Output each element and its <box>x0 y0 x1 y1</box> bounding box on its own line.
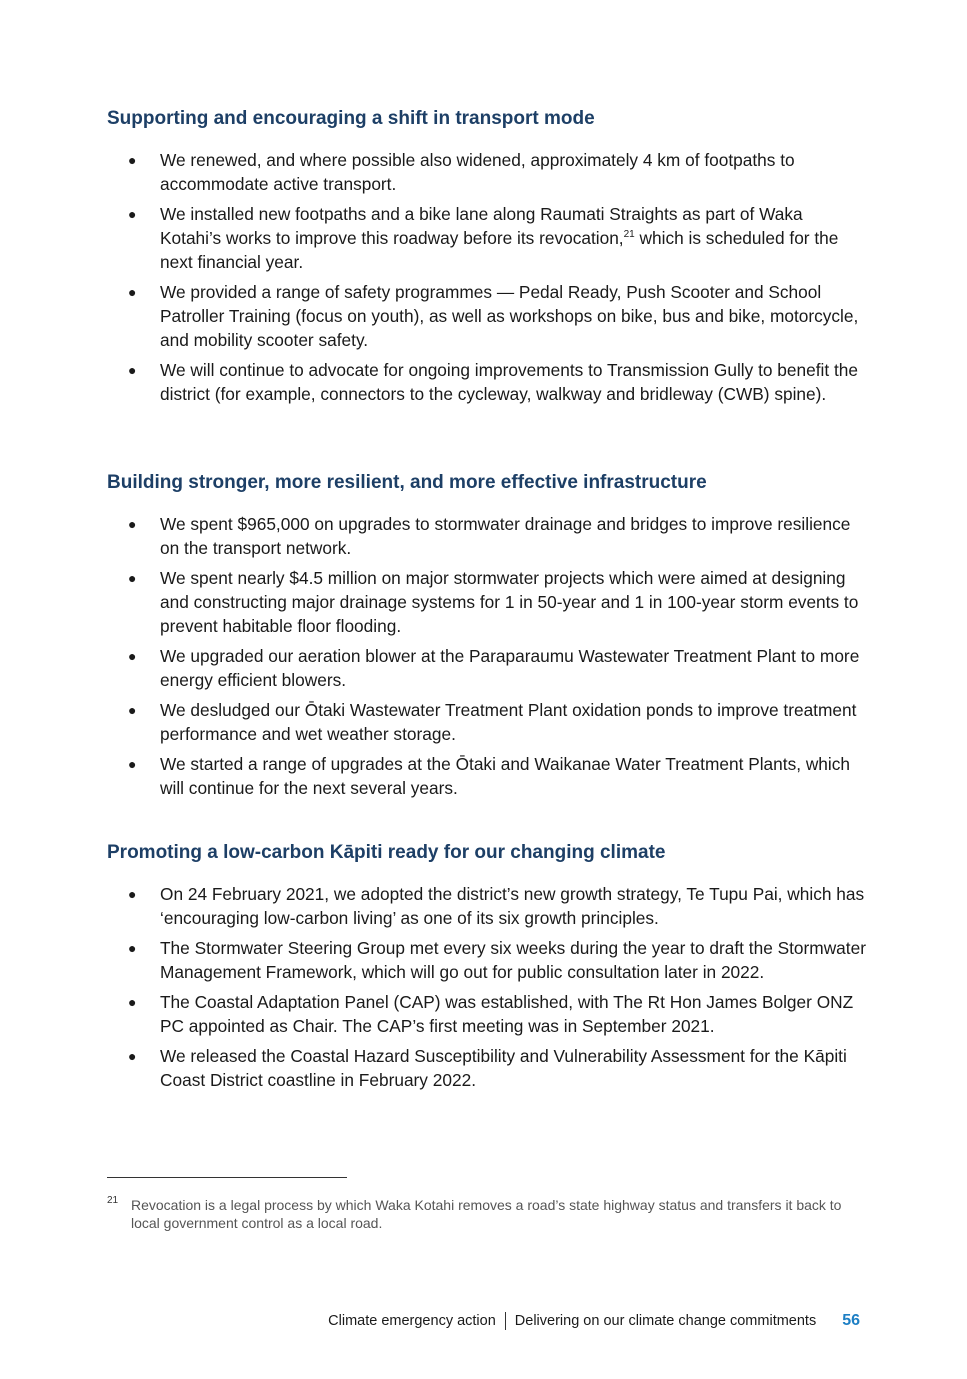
bullet-icon: ● <box>128 152 137 168</box>
section-heading: Building stronger, more resilient, and more effective infrastructure <box>107 472 707 493</box>
list-item: ● We renewed, and where possible also widened, approximately 4 km of footpaths to accommodate active transport. <box>128 150 795 194</box>
page-number: 56 <box>842 1312 860 1329</box>
footer-section: Climate emergency action <box>328 1313 496 1329</box>
footnote-number: 21 <box>107 1195 119 1206</box>
list-item: ● On 24 February 2021, we adopted the district’s new growth strategy, Te Tupu Pai, which has ‘encouraging low-carbon living’ as one of its six growth principles. <box>128 884 865 928</box>
list-item: ● The Coastal Adaptation Panel (CAP) was established, with The Rt Hon James Bolger ONZ PC appointed as Chair. The CAP’s first meeting was in September 2021. <box>128 992 854 1036</box>
list-item: ● We installed new footpaths and a bike lane along Raumati Straights as part of Waka Kotahi’s works to improve this roadway before its revocation,$^{21}$ which is scheduled for the next financial year. <box>128 204 839 272</box>
list-item: ● We provided a range of safety programmes — Pedal Ready, Push Scooter and School Patroller Training (focus on youth), as well as workshops on bike, bus and bike, motorcycle, and mobility scooter safety. <box>128 282 859 350</box>
section-low-carbon <box>107 841 867 1092</box>
page-footer <box>328 1312 860 1330</box>
list-item: ● We desludged our Ōtaki Wastewater Treatment Plant oxidation ponds to improve treatment performance and wet weather storage. <box>128 700 857 744</box>
bullet-icon: ● <box>128 648 137 664</box>
list-item: ● We will continue to advocate for ongoing improvements to Transmission Gully to benefit the district (for example, connectors to the cycleway, walkway and bridleway (CWB) spine). <box>128 360 859 404</box>
footnote <box>107 1196 867 1232</box>
list-item: ● We spent $965,000 on upgrades to stormwater drainage and bridges to improve resilience on the transport network. <box>128 514 851 558</box>
bullet-list <box>107 882 867 1092</box>
list-item: ● We upgraded our aeration blower at the Paraparaumu Wastewater Treatment Plant to more energy efficient blowers. <box>128 646 860 690</box>
list-item: ● We released the Coastal Hazard Susceptibility and Vulnerability Assessment for the Kāpiti Coast District coastline in February 2022. <box>128 1046 847 1090</box>
list-item: ● We spent nearly $4.5 million on major stormwater projects which were aimed at designing and constructing major drainage systems for 1 in 50-year and 1 in 100-year storm events to prevent habitable floor flooding. <box>128 568 859 636</box>
list-item: ● The Stormwater Steering Group met every six weeks during the year to draft the Stormwater Management Framework, which will go out for public consultation later in 2022. <box>128 938 866 982</box>
list-item: ● We started a range of upgrades at the Ōtaki and Waikanae Water Treatment Plants, which will continue for the next several years. <box>128 754 851 798</box>
bullet-icon: ● <box>128 516 137 532</box>
bullet-icon: ● <box>128 994 137 1010</box>
section-transport-mode <box>107 107 867 406</box>
footnote-divider <box>107 1177 347 1178</box>
bullet-icon: ● <box>128 886 137 902</box>
bullet-list <box>107 512 867 800</box>
footer-subsection: Delivering on our climate change commitments <box>514 1313 817 1329</box>
section-infrastructure <box>107 471 867 800</box>
bullet-icon: ● <box>128 756 137 772</box>
bullet-icon: ● <box>128 1048 137 1064</box>
bullet-icon: ● <box>128 702 137 718</box>
bullet-icon: ● <box>128 362 137 378</box>
bullet-icon: ● <box>128 940 137 956</box>
bullet-icon: ● <box>128 570 137 586</box>
bullet-icon: ● <box>128 206 137 222</box>
bullet-icon: ● <box>128 284 137 300</box>
footer-divider <box>505 1312 506 1330</box>
footnote-ref[interactable]: 21 <box>623 229 635 240</box>
footnote-text: Revocation is a legal process by which Waka Kotahi removes a road’s state highway status and transfers it back to local government control as a local road. <box>131 1197 842 1231</box>
bullet-list <box>107 148 867 406</box>
section-heading: Promoting a low-carbon Kāpiti ready for our changing climate <box>107 842 666 863</box>
section-heading: Supporting and encouraging a shift in transport mode <box>107 108 595 129</box>
